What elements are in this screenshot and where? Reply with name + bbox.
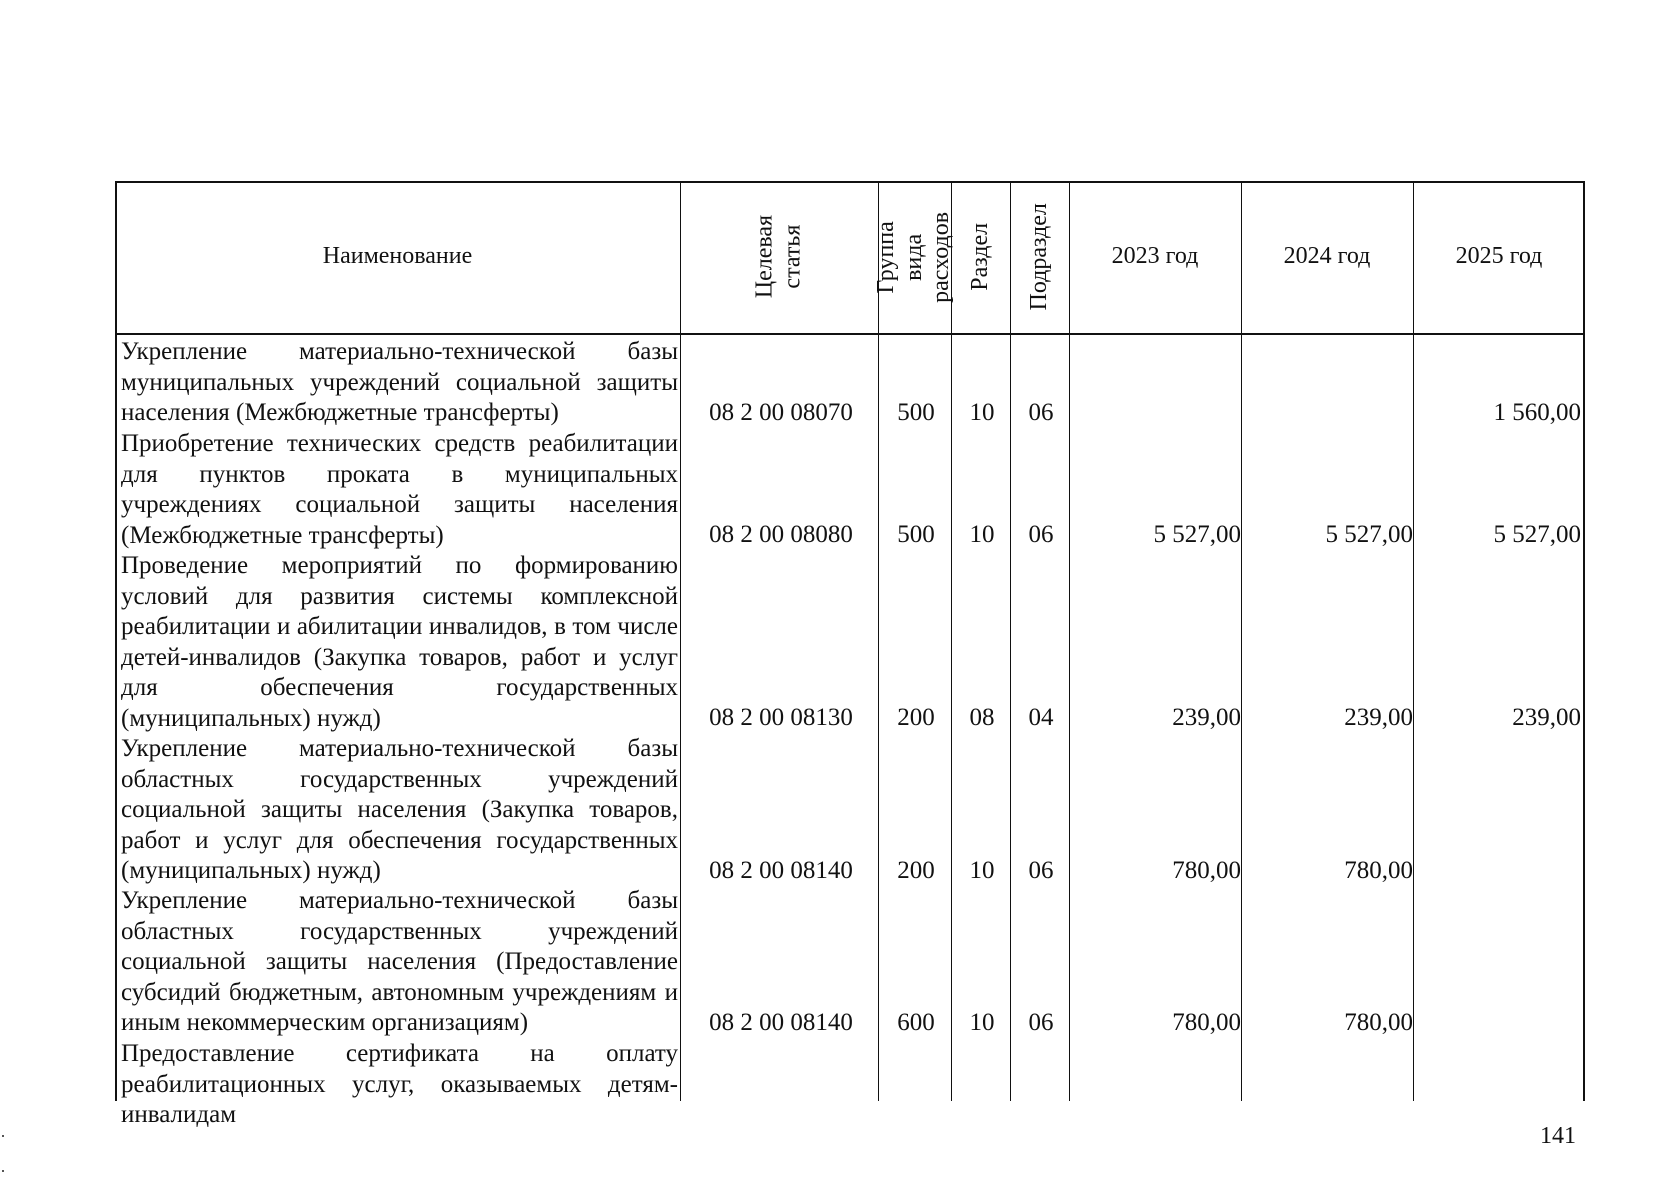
row-section: 10 xyxy=(969,399,995,426)
row-2025: 1 560,00 xyxy=(1493,399,1581,426)
row-2023: 5 527,00 xyxy=(1153,521,1241,548)
header-2025-label: 2025 год xyxy=(1455,243,1543,270)
row-subsection: 06 xyxy=(1028,857,1054,884)
row-group: 200 xyxy=(897,704,935,731)
row-group: 600 xyxy=(897,1009,935,1036)
row-2024: 780,00 xyxy=(1344,857,1413,884)
header-subsection-label: Подраздел xyxy=(1025,203,1052,311)
row-name: Укрепление материально-технической базы областных государственных учреждений социальной защиты населения (Закупка товаров, работ и услуг для обеспечения государственных (муниципальных) нужд) xyxy=(121,735,678,884)
header-2023 xyxy=(1069,181,1241,333)
row-2025: 239,00 xyxy=(1512,704,1581,731)
header-2024 xyxy=(1241,181,1413,333)
row-code: 08 2 00 08070 xyxy=(709,399,853,426)
row-2025: 5 527,00 xyxy=(1493,521,1581,548)
row-code: 08 2 00 08130 xyxy=(709,704,853,731)
header-2023-label: 2023 год xyxy=(1111,243,1199,270)
row-name: Проведение мероприятий по формированию условий для развития системы комплексной реабилитации и абилитации инвалидов, в том числе детей-инвалидов (Закупка товаров, работ и услуг для обеспечения государственных (муниципальных) нужд) xyxy=(121,552,678,732)
header-divider xyxy=(115,333,1585,335)
header-name-label: Наименование xyxy=(322,243,473,270)
row-subsection: 06 xyxy=(1028,1009,1054,1036)
row-name: Предоставление сертификата на оплату реабилитационных услуг, оказываемых детям-инвалидам xyxy=(121,1040,678,1128)
header-subsection xyxy=(1010,181,1069,333)
row-code: 08 2 00 08080 xyxy=(709,521,853,548)
row-group: 500 xyxy=(897,521,935,548)
row-name: Укрепление материально-технической базы областных государственных учреждений социальной защиты населения (Предоставление субсидий бюджетным, автономным учреждениям и иным некоммерческим организациям) xyxy=(121,887,678,1036)
row-subsection: 06 xyxy=(1028,399,1054,426)
row-subsection: 06 xyxy=(1028,521,1054,548)
header-section xyxy=(951,181,1010,333)
row-2024: 5 527,00 xyxy=(1325,521,1413,548)
header-code-label: Целевая статья xyxy=(751,215,805,299)
row-group: 500 xyxy=(897,399,935,426)
row-section: 10 xyxy=(969,1009,995,1036)
row-name: Приобретение технических средств реабилитации для пунктов проката в муниципальных учреждениях социальной защиты населения (Межбюджетные трансферты) xyxy=(121,430,678,549)
row-group: 200 xyxy=(897,857,935,884)
scan-speck xyxy=(2,1135,4,1137)
header-group xyxy=(873,181,955,333)
scan-speck xyxy=(2,1170,4,1172)
row-name: Укрепление материально-технической базы муниципальных учреждений социальной защиты населения (Межбюджетные трансферты) xyxy=(121,338,678,426)
row-section: 10 xyxy=(969,857,995,884)
row-2024: 780,00 xyxy=(1344,1009,1413,1036)
header-code xyxy=(680,181,878,333)
row-code: 08 2 00 08140 xyxy=(709,857,853,884)
row-2023: 239,00 xyxy=(1172,704,1241,731)
row-subsection: 04 xyxy=(1028,704,1054,731)
budget-table xyxy=(115,181,1585,1128)
header-section-label: Раздел xyxy=(966,223,993,291)
header-group-label: Группа вида расходов xyxy=(873,211,955,303)
page-number: 141 xyxy=(1540,1123,1576,1149)
header-2025 xyxy=(1413,181,1585,333)
header-name xyxy=(115,181,680,333)
header-2024-label: 2024 год xyxy=(1283,243,1371,270)
row-2023: 780,00 xyxy=(1172,857,1241,884)
row-2024: 239,00 xyxy=(1344,704,1413,731)
row-2023: 780,00 xyxy=(1172,1009,1241,1036)
row-section: 10 xyxy=(969,521,995,548)
row-section: 08 xyxy=(969,704,995,731)
row-code: 08 2 00 08140 xyxy=(709,1009,853,1036)
